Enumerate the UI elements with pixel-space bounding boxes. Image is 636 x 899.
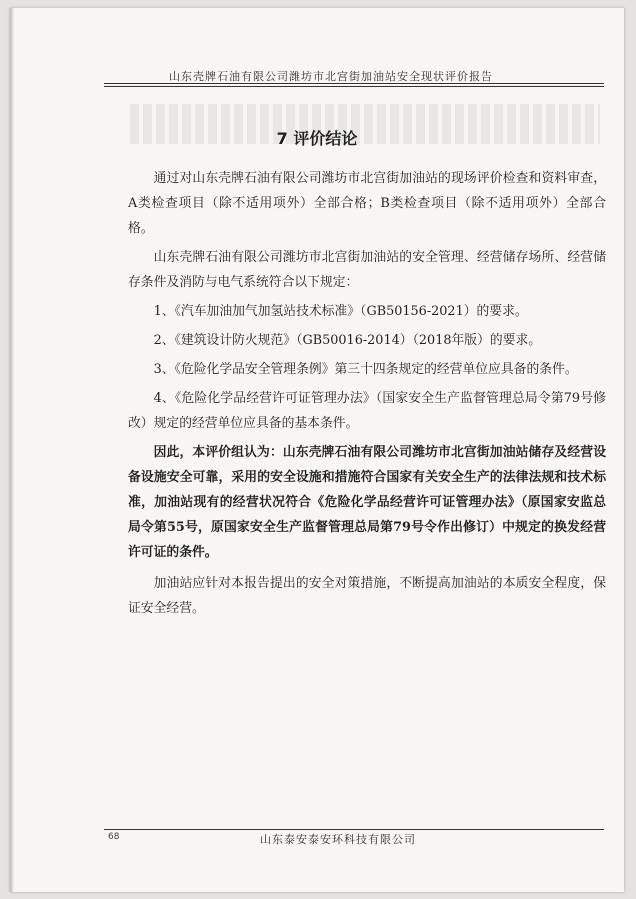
footer-company: 山东泰安泰安环科技有限公司 xyxy=(260,833,416,846)
paragraph-recommendation: 加油站应针对本报告提出的安全对策措施，不断提高加油站的本质安全程度，保证安全经营。 xyxy=(128,576,606,616)
paragraph-conclusion: 因此，本评价组认为：山东壳牌石油有限公司潍坊市北宫街加油站储存及经营设备设施安全可靠，采用的安全设施和措施符合国家有关安全生产的法律法规和技术标准，加油站现有的经营状况符合《危险化学品经营许可证管理办法》（原国家安监总局令第55号，原国家安全生产监督管理总局第79号令作出修订）中规定的换发经营许可证的条件。 xyxy=(128,445,606,560)
page-number: 68 xyxy=(108,832,120,842)
list-item-standard-3: 3、《危险化学品安全管理条例》第三十四条规定的经营单位应具备的条件。 xyxy=(153,362,578,377)
header-rule-double xyxy=(104,86,604,87)
header-rule xyxy=(104,83,604,84)
document-page xyxy=(10,8,624,892)
list-item-standard-2: 2、《建筑设计防火规范》（GB50016-2014）（2018年版）的要求。 xyxy=(153,333,542,348)
section-body xyxy=(128,166,606,625)
list-item-standard-4: 4、《危险化学品经营许可证管理办法》（国家安全生产监督管理总局令第79号修改）规定的经营单位应具备的基本条件。 xyxy=(128,391,606,431)
footer-rule xyxy=(104,829,604,830)
running-header: 山东壳牌石油有限公司潍坊市北宫街加油站安全现状评价报告 xyxy=(169,70,493,83)
list-item-standard-1: 1、《汽车加油加气加氢站技术标准》（GB50156-2021）的要求。 xyxy=(153,304,528,319)
paragraph-compliance-intro: 山东壳牌石油有限公司潍坊市北宫街加油站的安全管理、经营储存场所、经营储存条件及消防与电气系统符合以下规定： xyxy=(128,250,606,290)
section-title: 7 评价结论 xyxy=(276,129,358,148)
paragraph-findings: 通过对山东壳牌石油有限公司潍坊市北宫街加油站的现场评价检查和资料审查，A类检查项目（除不适用项外）全部合格；B类检查项目（除不适用项外）全部合格。 xyxy=(128,171,606,236)
